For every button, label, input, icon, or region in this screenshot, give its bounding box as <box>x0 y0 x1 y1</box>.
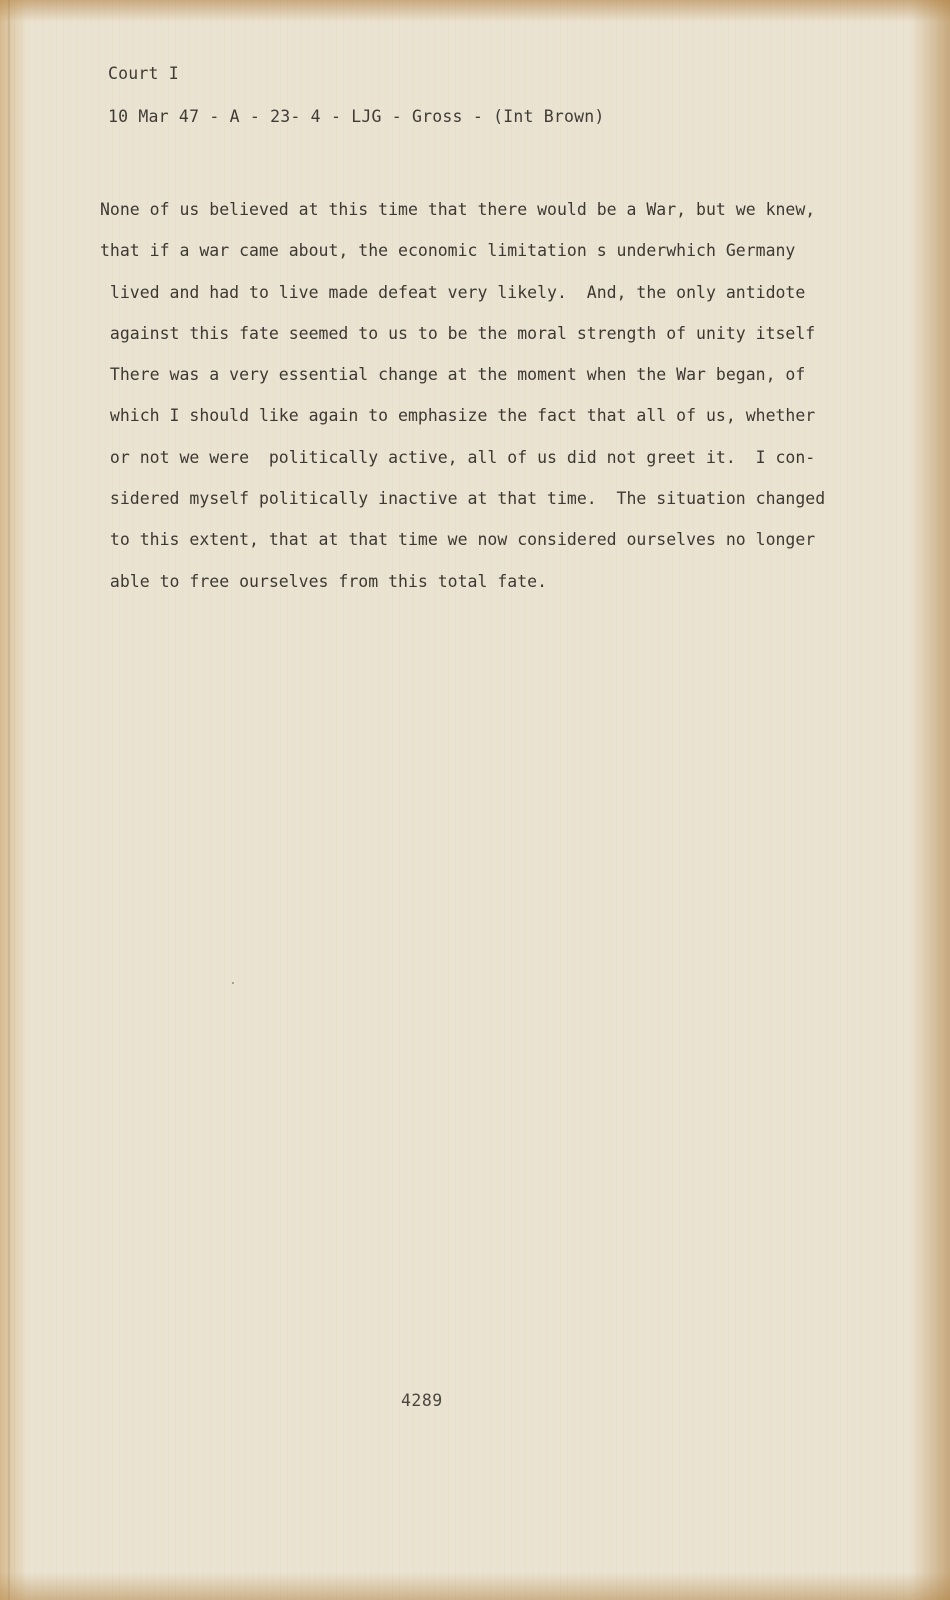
text-line: None of us believed at this time that there would be a War, but we knew, <box>100 200 816 219</box>
text-line: lived and had to live made defeat very likely. And, the only antidote <box>100 282 806 302</box>
paper-speck <box>232 982 234 984</box>
text-line: which I should like again to emphasize the fact that all of us, whether <box>100 406 816 426</box>
page-number: 4289 <box>401 1391 443 1410</box>
court-label: Court I <box>108 64 179 83</box>
testimony-paragraph <box>100 189 852 602</box>
text-line: against this fate seemed to us to be the moral strength of unity itself <box>100 323 816 343</box>
text-line: able to free ourselves from this total fate. <box>100 571 548 591</box>
page-edge-rule <box>8 0 10 1600</box>
text-line: or not we were politically active, all of us did not greet it. I con- <box>100 447 816 467</box>
text-line: that if a war came about, the economic limitation s underwhich Germany <box>100 241 796 261</box>
case-reference: 10 Mar 47 - A - 23- 4 - LJG - Gross - (Int Brown) <box>108 107 605 126</box>
text-line: to this extent, that at that time we now considered ourselves no longer <box>100 530 816 550</box>
text-line: sidered myself politically inactive at that time. The situation changed <box>100 489 826 509</box>
text-line: There was a very essential change at the moment when the War began, of <box>100 365 806 385</box>
